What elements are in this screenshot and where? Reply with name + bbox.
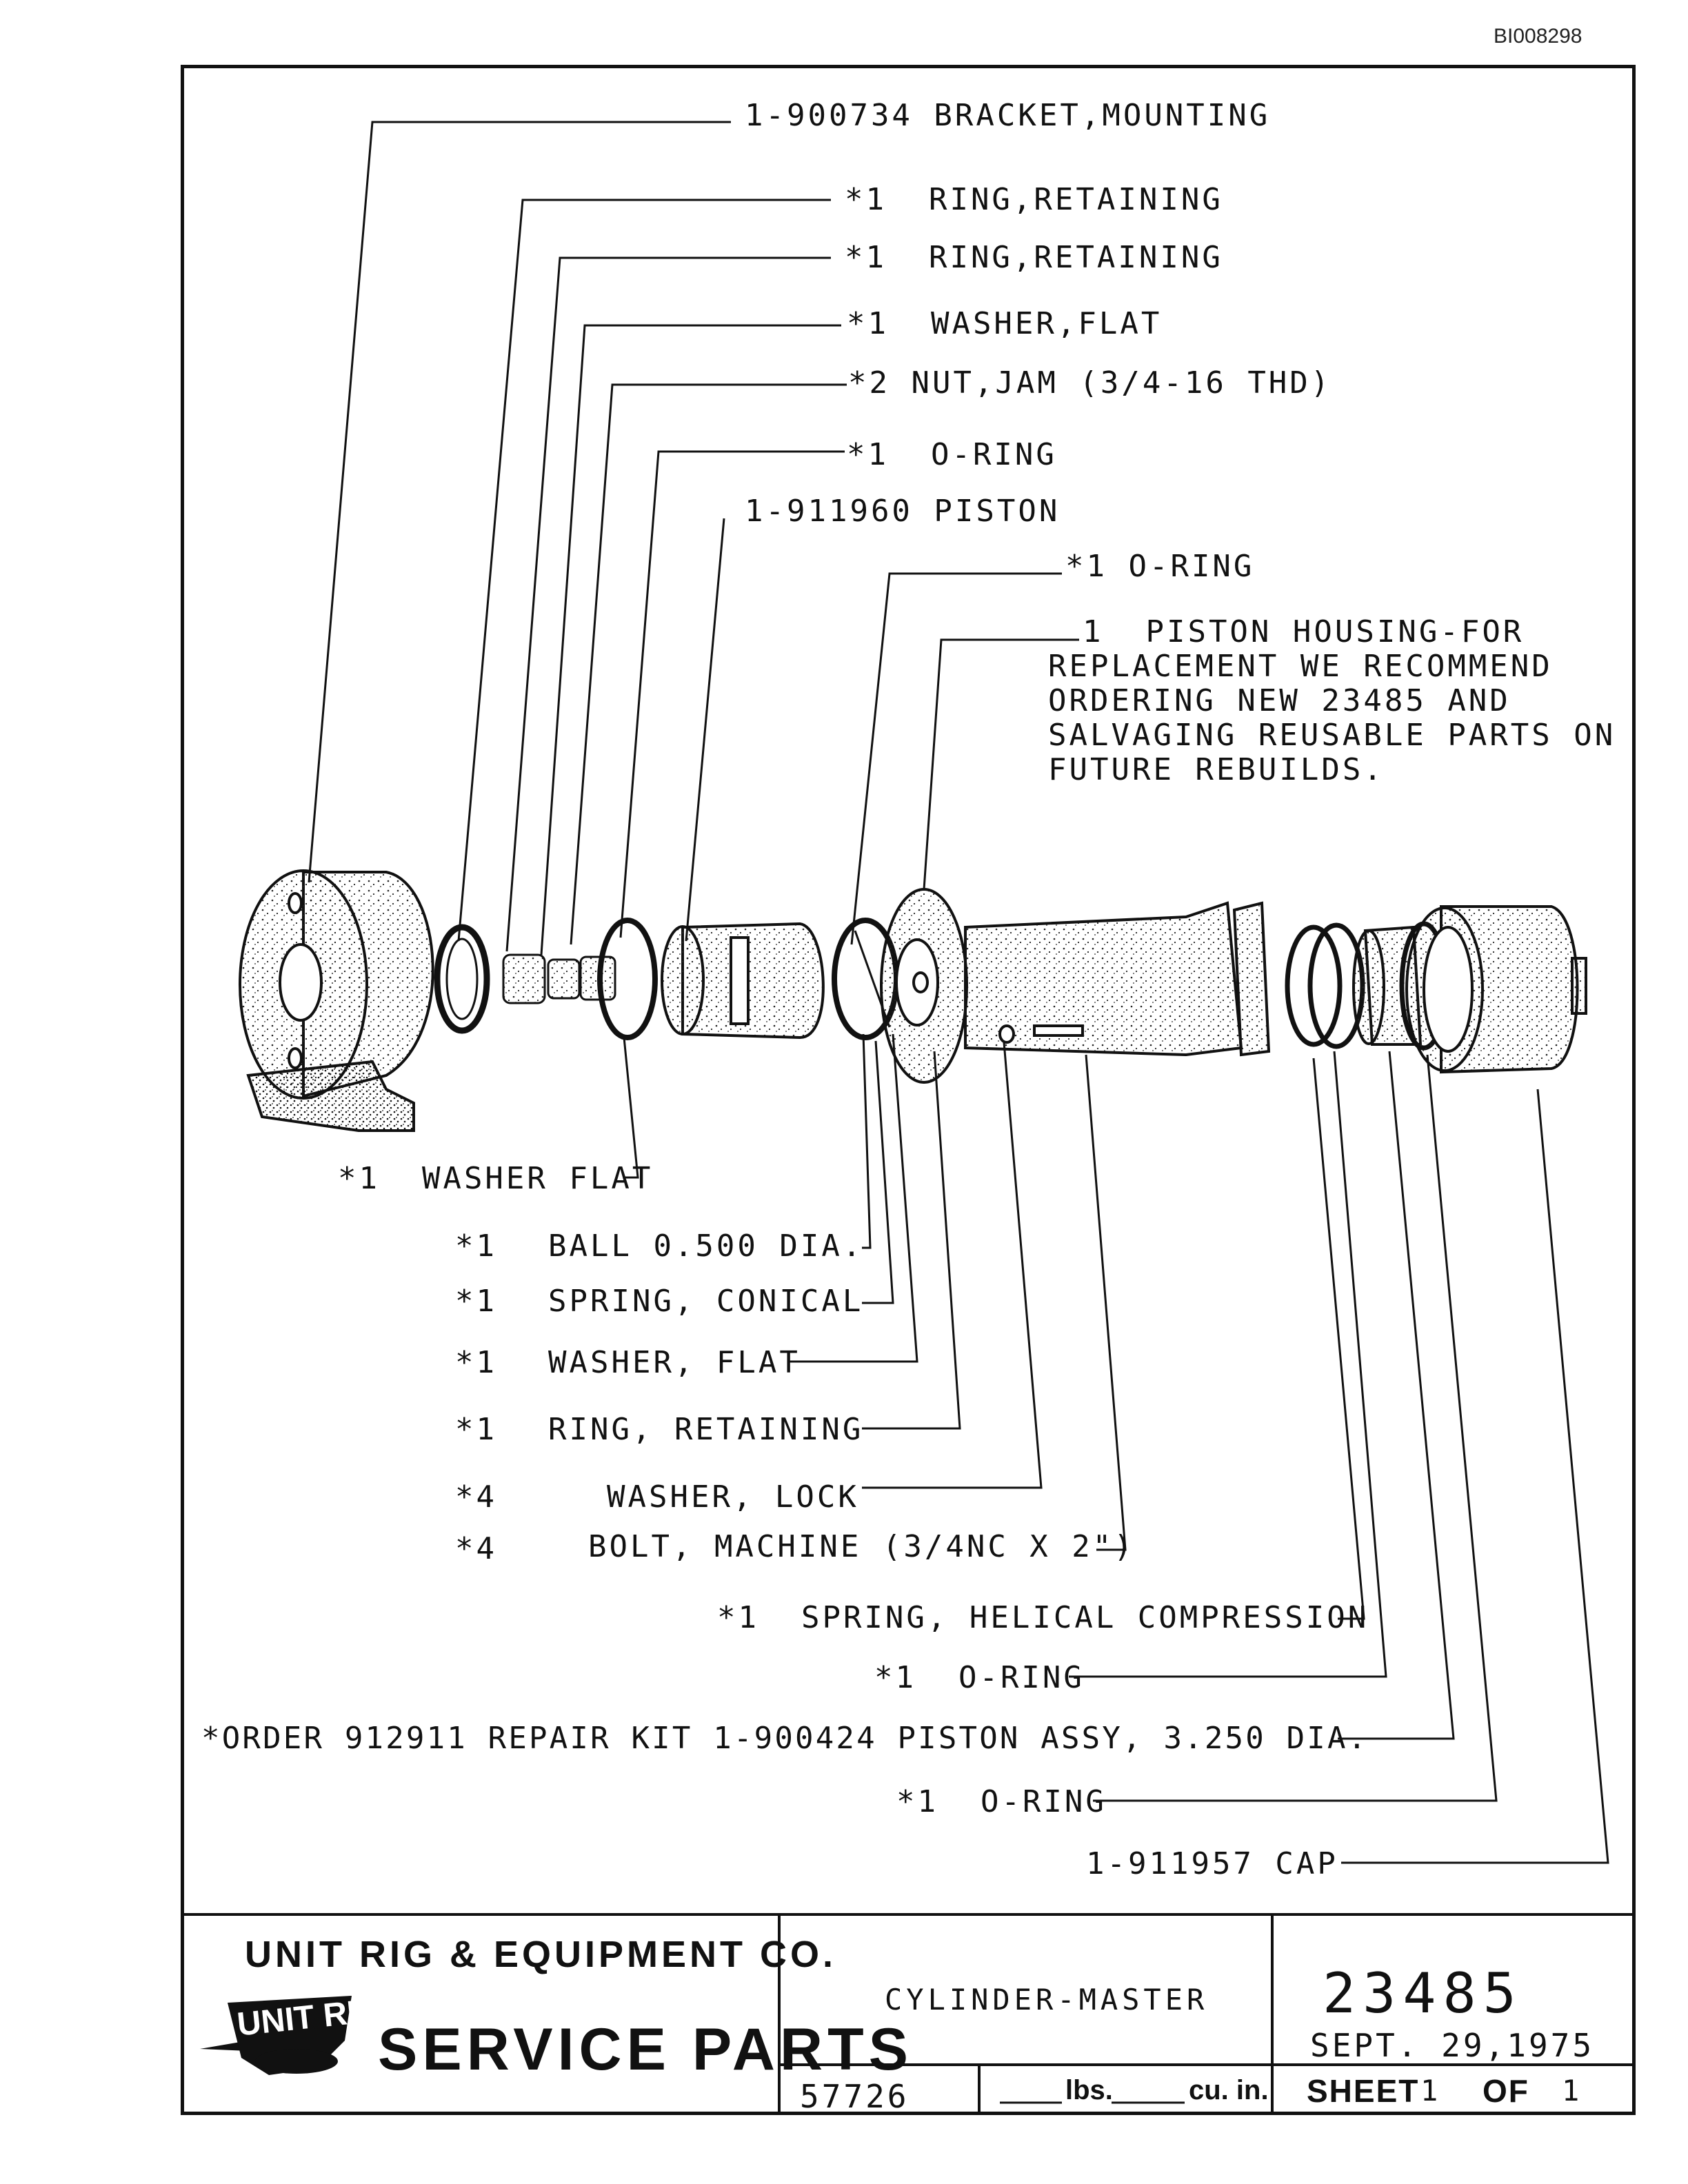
callout-cap: 1-911957 CAP — [1086, 1846, 1338, 1881]
leader-washer-lock — [862, 1034, 1041, 1488]
company-name: UNIT RIG & EQUIPMENT CO. — [245, 1934, 837, 1975]
leader-ring-retaining-2 — [507, 258, 831, 951]
callout-ring-retaining-2: *1 RING,RETAINING — [845, 240, 1223, 275]
callout-o-ring-b: *1 O-RING — [896, 1784, 1107, 1819]
callout-washer-lock: WASHER, LOCK — [607, 1479, 859, 1515]
callout-o-ring-a: *1 O-RING — [874, 1660, 1085, 1695]
leader-ball — [862, 1034, 870, 1248]
callout-bolt: BOLT, MACHINE (3/4NC X 2") — [588, 1529, 1135, 1564]
sheet-label: SHEET — [1307, 2073, 1420, 2109]
drawing-date: SEPT. 29,1975 — [1310, 2027, 1595, 2064]
leader-nut-jam — [571, 385, 847, 944]
leader-washer-flat-top — [541, 325, 841, 955]
housing-line-1: 1 PISTON HOUSING-FOR — [1083, 614, 1525, 649]
leader-washer-flat — [624, 1038, 638, 1177]
callout-spring-conical-qty: *1 — [455, 1284, 497, 1319]
callout-washer-lock-qty: *4 — [455, 1479, 497, 1515]
callout-spring-conical: SPRING, CONICAL — [548, 1284, 864, 1319]
housing-line-5: FUTURE REBUILDS. — [1048, 752, 1385, 787]
callout-washer-flat-2-qty: *1 — [455, 1345, 497, 1380]
document-id: BI008298 — [1494, 25, 1582, 48]
sheet-number: 1 — [1420, 2074, 1441, 2107]
callout-ball-qty: *1 — [455, 1228, 497, 1264]
callout-piston: 1-911960 PISTON — [745, 494, 1061, 529]
leader-o-ring-a — [1069, 1051, 1386, 1677]
housing-line-3: ORDERING NEW 23485 AND — [1048, 683, 1511, 718]
drawing-description: CYLINDER-MASTER — [885, 1983, 1209, 2016]
spring-helical-part — [1287, 925, 1363, 1046]
leader-o-ring-b — [1093, 1055, 1496, 1801]
callout-washer-flat-top: *1 WASHER,FLAT — [847, 306, 1163, 341]
part-number: 23485 — [1323, 1961, 1523, 2025]
callout-bolt-qty: *4 — [455, 1531, 497, 1566]
of-label: OF — [1483, 2073, 1529, 2109]
piston-housing-part — [881, 889, 1269, 1082]
callout-bracket: 1-900734 BRACKET,MOUNTING — [745, 98, 1271, 133]
piston-part — [662, 924, 823, 1038]
cap-part — [1407, 907, 1586, 1072]
leader-ring-retaining-1 — [459, 200, 831, 941]
housing-line-2: REPLACEMENT WE RECOMMEND — [1048, 649, 1553, 684]
callout-ring-retaining: RING, RETAINING — [548, 1412, 864, 1447]
callout-ball: BALL 0.500 DIA. — [548, 1228, 864, 1264]
retaining-ring-left — [437, 927, 487, 1031]
weight-label: lbs. — [1065, 2075, 1113, 2105]
callout-ring-retaining-1: *1 RING,RETAINING — [845, 182, 1223, 217]
callout-spring-helical: *1 SPRING, HELICAL COMPRESSION — [717, 1600, 1369, 1635]
leader-ring-retaining — [862, 1051, 960, 1428]
housing-line-4: SALVAGING REUSABLE PARTS ON — [1048, 718, 1616, 753]
callout-washer-flat-2: WASHER, FLAT — [548, 1345, 801, 1380]
callout-ring-retaining-qty: *1 — [455, 1412, 497, 1447]
leader-spring-helical — [1314, 1058, 1364, 1619]
callout-o-ring-mid: *1 O-RING — [1065, 549, 1255, 584]
leader-piston — [686, 518, 724, 941]
callout-washer-flat: *1 WASHER FLAT — [338, 1161, 654, 1196]
reference-number: 57726 — [800, 2078, 910, 2115]
leader-o-ring-mid — [852, 574, 1062, 944]
callout-housing — [1048, 614, 1616, 787]
logo-text: UNIT RIG — [235, 1992, 384, 2043]
unit-rig-logo — [200, 1992, 384, 2075]
mounting-bracket — [240, 871, 433, 1131]
callout-nut-jam: *2 NUT,JAM (3/4-16 THD) — [848, 365, 1332, 401]
volume-label: cu. in. — [1189, 2075, 1269, 2105]
service-parts-title: SERVICE PARTS — [378, 2016, 913, 2083]
sheet-total: 1 — [1562, 2074, 1582, 2107]
leader-cap — [1341, 1089, 1608, 1863]
callout-repair-kit: *ORDER 912911 REPAIR KIT 1-900424 PISTON ASSY, 3.250 DIA. — [201, 1721, 1369, 1756]
callout-o-ring-top: *1 O-RING — [847, 437, 1057, 472]
leader-bolt — [1086, 1055, 1125, 1550]
leader-spring-conical — [862, 1041, 893, 1303]
